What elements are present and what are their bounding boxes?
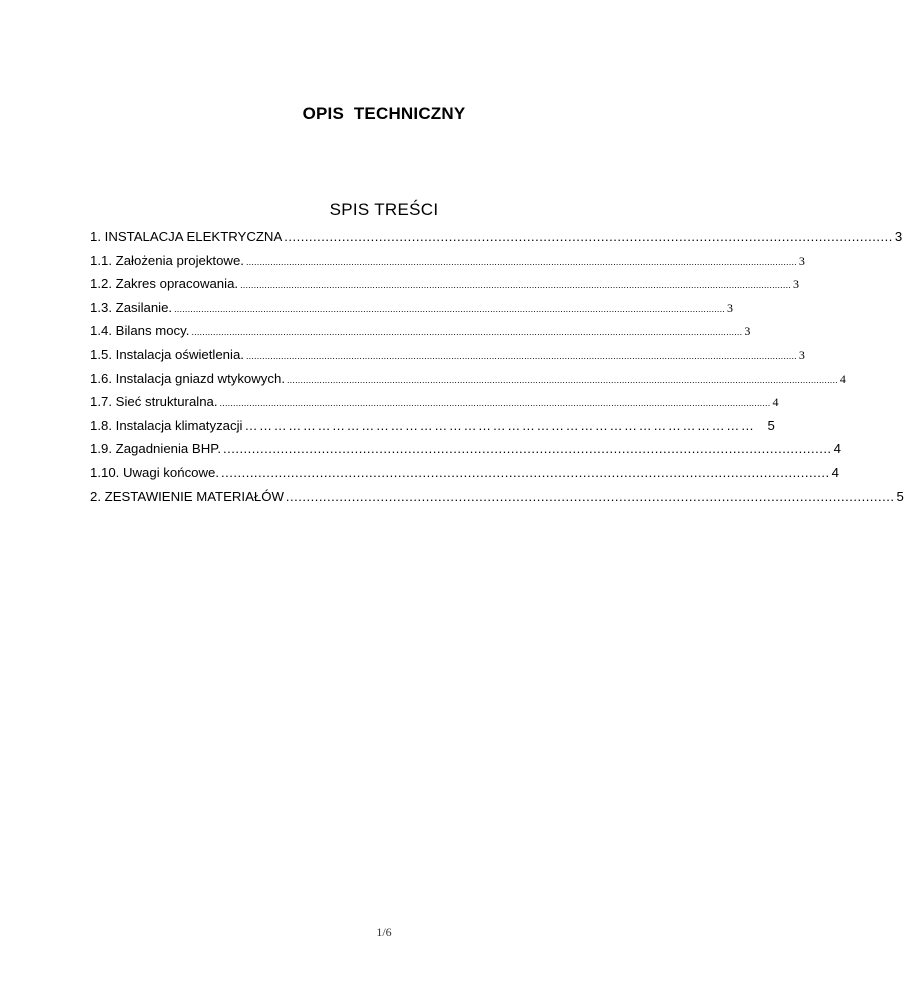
toc-dot-leader: ....................................................................................................................................................: [221, 464, 830, 480]
toc-entry-page: 3: [798, 347, 805, 362]
toc-entry[interactable]: [90, 346, 805, 371]
toc-dot-leader: ............................................................................................................................................................................................................: [174, 303, 726, 314]
toc-entry-label: 1.1. Założenia projektowe.: [90, 252, 244, 268]
toc-dot-leader: ............................................................................................................................................................................................................: [245, 350, 797, 361]
toc-dot-leader: ............................................................................................................................................................................................................: [219, 398, 771, 409]
toc-entry[interactable]: [90, 417, 775, 442]
toc-entry-page: 3: [744, 324, 751, 339]
document-title: OPIS TECHNICZNY: [302, 104, 466, 123]
toc-dot-leader: ............................................................................................................................................................................................................: [245, 256, 797, 267]
toc-entry[interactable]: [90, 229, 903, 253]
toc-entry-label: 1.2. Zakres opracowania.: [90, 276, 239, 292]
toc-entry-page: 3: [798, 253, 805, 268]
toc-dot-leader: ............................................................................................................................................................................................................: [240, 280, 791, 291]
table-of-contents: [90, 229, 904, 512]
toc-dot-leader: ............................................................................................................................................................................................................: [286, 374, 838, 385]
toc-dot-leader: ....................................................................................................................................................: [223, 441, 832, 457]
toc-entry[interactable]: [90, 464, 839, 489]
toc-entry-label: 1.3. Zasilanie.: [90, 299, 173, 315]
toc-entry-page: 4: [839, 371, 846, 386]
toc-entry[interactable]: [90, 394, 779, 418]
toc-entry-label: 1.5. Instalacja oświetlenia.: [90, 346, 244, 362]
toc-dot-leader: ....................................................................................................................................................: [285, 488, 895, 504]
toc-entry[interactable]: [90, 252, 805, 277]
toc-entry-page: 4: [772, 395, 779, 410]
toc-entry[interactable]: [90, 488, 904, 513]
toc-entry-label: 1.7. Sieć strukturalna.: [90, 394, 218, 410]
toc-dot-leader: ............................................................................................................................................................................................................: [191, 327, 743, 338]
toc-entry-page: 4: [831, 464, 839, 480]
toc-dot-leader: ....................................................................................................................................................: [284, 229, 893, 244]
toc-entry-label: 2. ZESTAWIENIE MATERIAŁÓW: [90, 488, 284, 504]
toc-entry-page: 3: [792, 277, 799, 292]
toc-dot-leader: ……………………………………………………………………………………………: [244, 417, 756, 433]
toc-entry[interactable]: [90, 323, 751, 347]
toc-heading: SPIS TREŚCI: [329, 200, 439, 219]
toc-entry[interactable]: [90, 441, 841, 465]
toc-entry-page: 3: [727, 300, 734, 315]
toc-entry-label: 1. INSTALACJA ELEKTRYCZNA: [90, 229, 283, 244]
toc-entry-page: 5: [896, 488, 904, 504]
page-number: 1/6: [376, 925, 392, 939]
toc-entry[interactable]: [90, 299, 734, 324]
toc-entry-label: 1.9. Zagadnienia BHP.: [90, 441, 221, 457]
toc-entry-label: 1.8. Instalacja klimatyzacji: [90, 417, 243, 433]
toc-entry[interactable]: [90, 370, 846, 395]
toc-entry[interactable]: [90, 276, 799, 300]
toc-entry-page: 5: [767, 417, 775, 433]
toc-entry-label: 1.10. Uwagi końcowe.: [90, 464, 220, 480]
toc-entry-page: 3: [894, 229, 903, 244]
toc-entry-label: 1.6. Instalacja gniazd wtykowych.: [90, 370, 285, 386]
toc-entry-label: 1.4. Bilans mocy.: [90, 323, 190, 339]
toc-entry-page: 4: [833, 441, 841, 457]
